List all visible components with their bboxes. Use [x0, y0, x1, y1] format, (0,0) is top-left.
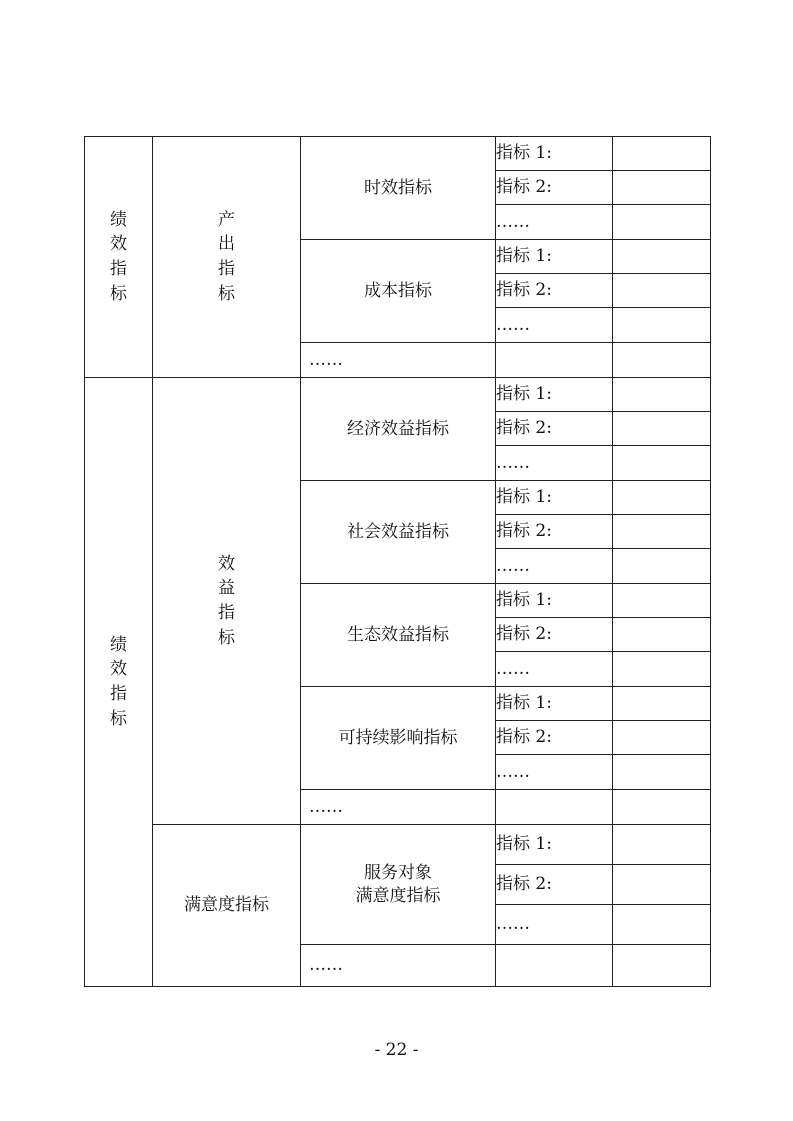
indicator-label: 指标 2: — [496, 171, 613, 205]
indicator-ellipsis: …… — [496, 652, 613, 687]
indicator-value-cell[interactable] — [613, 205, 711, 240]
level2-label-output: 产出指标 — [218, 209, 235, 304]
indicator-ellipsis: …… — [496, 905, 613, 945]
indicator-label: 指标 1: — [496, 481, 613, 515]
performance-indicator-table — [84, 136, 711, 987]
level1-cell — [85, 378, 153, 987]
indicator-value-cell[interactable] — [613, 790, 711, 825]
level3-satisfaction-line1: 服务对象 — [364, 863, 432, 884]
indicator-label: 指标 1: — [496, 137, 613, 171]
level3-satisfaction-line2: 满意度指标 — [355, 885, 441, 906]
level3-social: 社会效益指标 — [301, 481, 496, 584]
indicator-ellipsis: …… — [496, 446, 613, 481]
indicator-label: 指标 1: — [496, 687, 613, 721]
indicator-ellipsis: …… — [496, 308, 613, 343]
indicator-ellipsis: …… — [496, 755, 613, 790]
level3-satisfaction — [301, 825, 496, 945]
level3-sustainability: 可持续影响指标 — [301, 687, 496, 790]
indicator-value-cell[interactable] — [613, 137, 711, 171]
page-number: - 22 - — [374, 1040, 419, 1060]
level1-cell — [85, 137, 153, 378]
level2-label-benefit: 效益指标 — [218, 553, 235, 648]
indicator-label: 指标 2: — [496, 865, 613, 905]
level3-ellipsis: …… — [301, 343, 496, 378]
indicator-value-cell[interactable] — [613, 171, 711, 205]
indicator-value-cell[interactable] — [613, 825, 711, 865]
level3-cost: 成本指标 — [301, 240, 496, 343]
level2-cell — [153, 137, 301, 378]
indicator-ellipsis: …… — [496, 549, 613, 584]
level2-label-satisfaction: 满意度指标 — [184, 895, 269, 915]
indicator-label: 指标 2: — [496, 618, 613, 652]
indicator-label: 指标 2: — [496, 274, 613, 308]
indicator-value-cell[interactable] — [613, 549, 711, 584]
indicator-value-cell[interactable] — [613, 865, 711, 905]
level1-label: 绩效指标 — [110, 634, 127, 729]
level2-cell — [153, 378, 301, 825]
indicator-label: 指标 2: — [496, 721, 613, 755]
indicator-value-cell[interactable] — [613, 618, 711, 652]
indicator-value-cell[interactable] — [613, 721, 711, 755]
indicator-ellipsis: …… — [496, 205, 613, 240]
indicator-value-cell[interactable] — [613, 515, 711, 549]
indicator-value-cell[interactable] — [613, 481, 711, 515]
level3-economic: 经济效益指标 — [301, 378, 496, 481]
indicator-label: 指标 1: — [496, 584, 613, 618]
indicator-value-cell[interactable] — [613, 446, 711, 481]
level3-ellipsis: …… — [301, 790, 496, 825]
indicator-label: 指标 2: — [496, 515, 613, 549]
indicator-label: 指标 1: — [496, 378, 613, 412]
indicator-value-cell[interactable] — [613, 378, 711, 412]
indicator-label: 指标 2: — [496, 412, 613, 446]
indicator-value-cell[interactable] — [613, 412, 711, 446]
indicator-value-cell[interactable] — [613, 687, 711, 721]
indicator-label: 指标 1: — [496, 240, 613, 274]
indicator-value-cell[interactable] — [613, 274, 711, 308]
level3-timeliness: 时效指标 — [301, 137, 496, 240]
indicator-value-cell[interactable] — [613, 240, 711, 274]
indicator-value-cell[interactable] — [613, 755, 711, 790]
indicator-value-cell[interactable] — [613, 905, 711, 945]
indicator-value-cell[interactable] — [613, 652, 711, 687]
level3-ellipsis: …… — [301, 945, 496, 987]
indicator-value-cell[interactable] — [613, 945, 711, 987]
indicator-value-cell[interactable] — [613, 308, 711, 343]
level1-label: 绩效指标 — [110, 209, 127, 304]
indicator-value-cell[interactable] — [613, 584, 711, 618]
level3-ecological: 生态效益指标 — [301, 584, 496, 687]
indicator-value-cell[interactable] — [613, 343, 711, 378]
indicator-label: 指标 1: — [496, 825, 613, 865]
level2-cell — [153, 825, 301, 987]
